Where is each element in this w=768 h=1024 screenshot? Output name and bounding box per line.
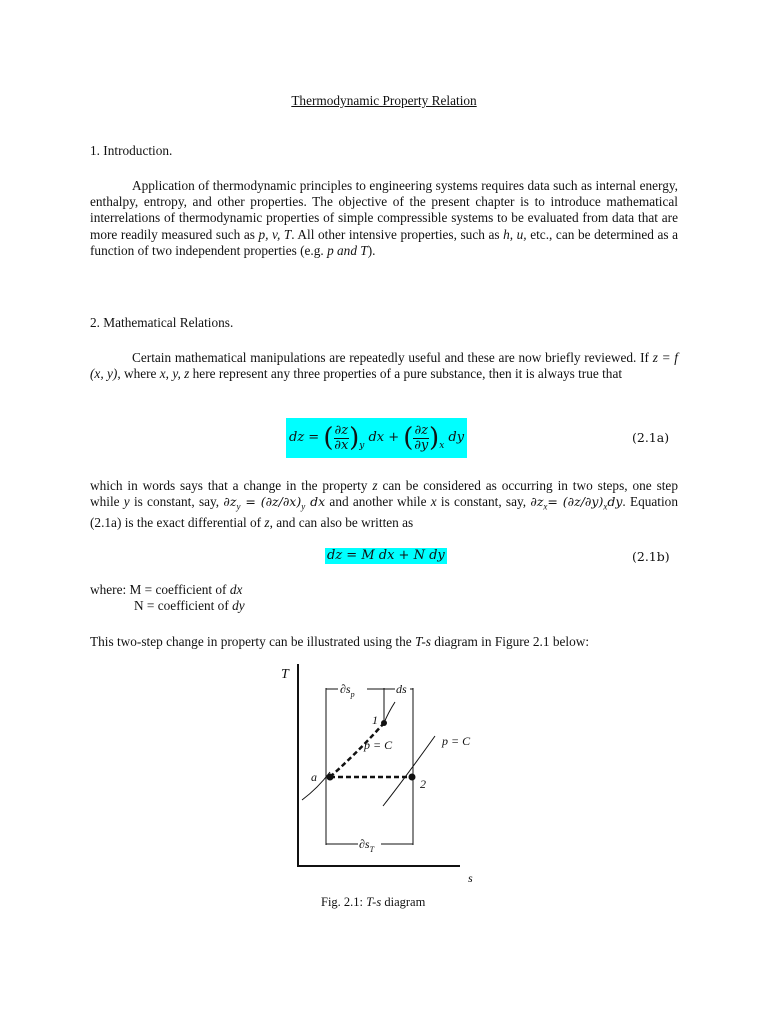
page-title: Thermodynamic Property Relation xyxy=(291,93,477,108)
constant-pressure-line-right xyxy=(383,736,435,806)
point-2-label: 2 xyxy=(420,777,426,791)
differential-explanation-paragraph: which in words says that a change in the property z can be considered as occurring in two steps, one step while y is constant, say, $\partial z_y = (\partial z/\partial x)_y$ dx and another while x is constant, say, $\partial z_x= (\partial z/\partial y)_xdy$. Equation (2.1a) is the exact differential of z, and can also be written as xyxy=(90,478,678,531)
constant-pressure-line-upper xyxy=(384,702,395,723)
constant-pressure-label-left: p = C xyxy=(364,738,393,752)
state-point-a xyxy=(327,774,334,781)
introduction-paragraph: Application of thermodynamic principles to engineering systems requires data such as internal energy, enthalpy, entropy, and other properties. The objective of the present chapter is to introduce mathematical interrelations of thermodynamic properties of simple compressible systems to be evaluated from data that are more readily measured such as p, v, T. All other intensive properties, such as h, u, etc., can be determined as a function of two independent properties (e.g. p and T). xyxy=(90,178,679,258)
mathematical-relations-paragraph: Certain mathematical manipulations are repeatedly useful and these are now briefly reviewed. If z = f (x, y), where x, y, z here represent any three properties of a pure substance, then it is always true that xyxy=(90,350,678,382)
where-m-definition: where: M = coefficient of dx xyxy=(90,582,243,597)
state-point-1 xyxy=(381,720,387,726)
figure-intro-paragraph: This two-step change in property can be illustrated using the T-s diagram in Figure 2.1 below: xyxy=(90,634,590,649)
equation-number-2-1a: (2.1a) xyxy=(632,430,670,445)
equation-2-1b: dz = M dx + N dy xyxy=(327,548,445,563)
equation-number-2-1b: (2.1b) xyxy=(632,549,670,564)
equation-2-1a: dz = ( $\frac{\partial z}{\partial x}$ ) y dx + ( $\frac{\partial z}{\partial y}$ ) x dy xyxy=(286,418,467,458)
point-a-label: a xyxy=(311,770,317,784)
point-1-label: 1 xyxy=(372,713,378,727)
t-axis-label: T xyxy=(281,667,289,682)
ds-label: ds xyxy=(396,682,407,696)
section-heading-introduction: 1. Introduction. xyxy=(90,143,173,158)
process-path-a-to-1 xyxy=(330,723,384,777)
constant-pressure-line-left xyxy=(302,772,330,800)
constant-pressure-label-right: p = C xyxy=(442,734,471,748)
ds-t-label: $\partial s_T$ xyxy=(359,837,375,854)
state-point-2 xyxy=(409,774,416,781)
section-heading-mathematical-relations: 2. Mathematical Relations. xyxy=(90,315,234,330)
ds-p-label: $\partial s_p$ xyxy=(340,682,355,699)
figure-caption: Fig. 2.1: T-s diagram xyxy=(321,895,426,909)
where-n-definition: N = coefficient of dy xyxy=(134,598,245,613)
s-axis-label: s xyxy=(468,871,473,885)
